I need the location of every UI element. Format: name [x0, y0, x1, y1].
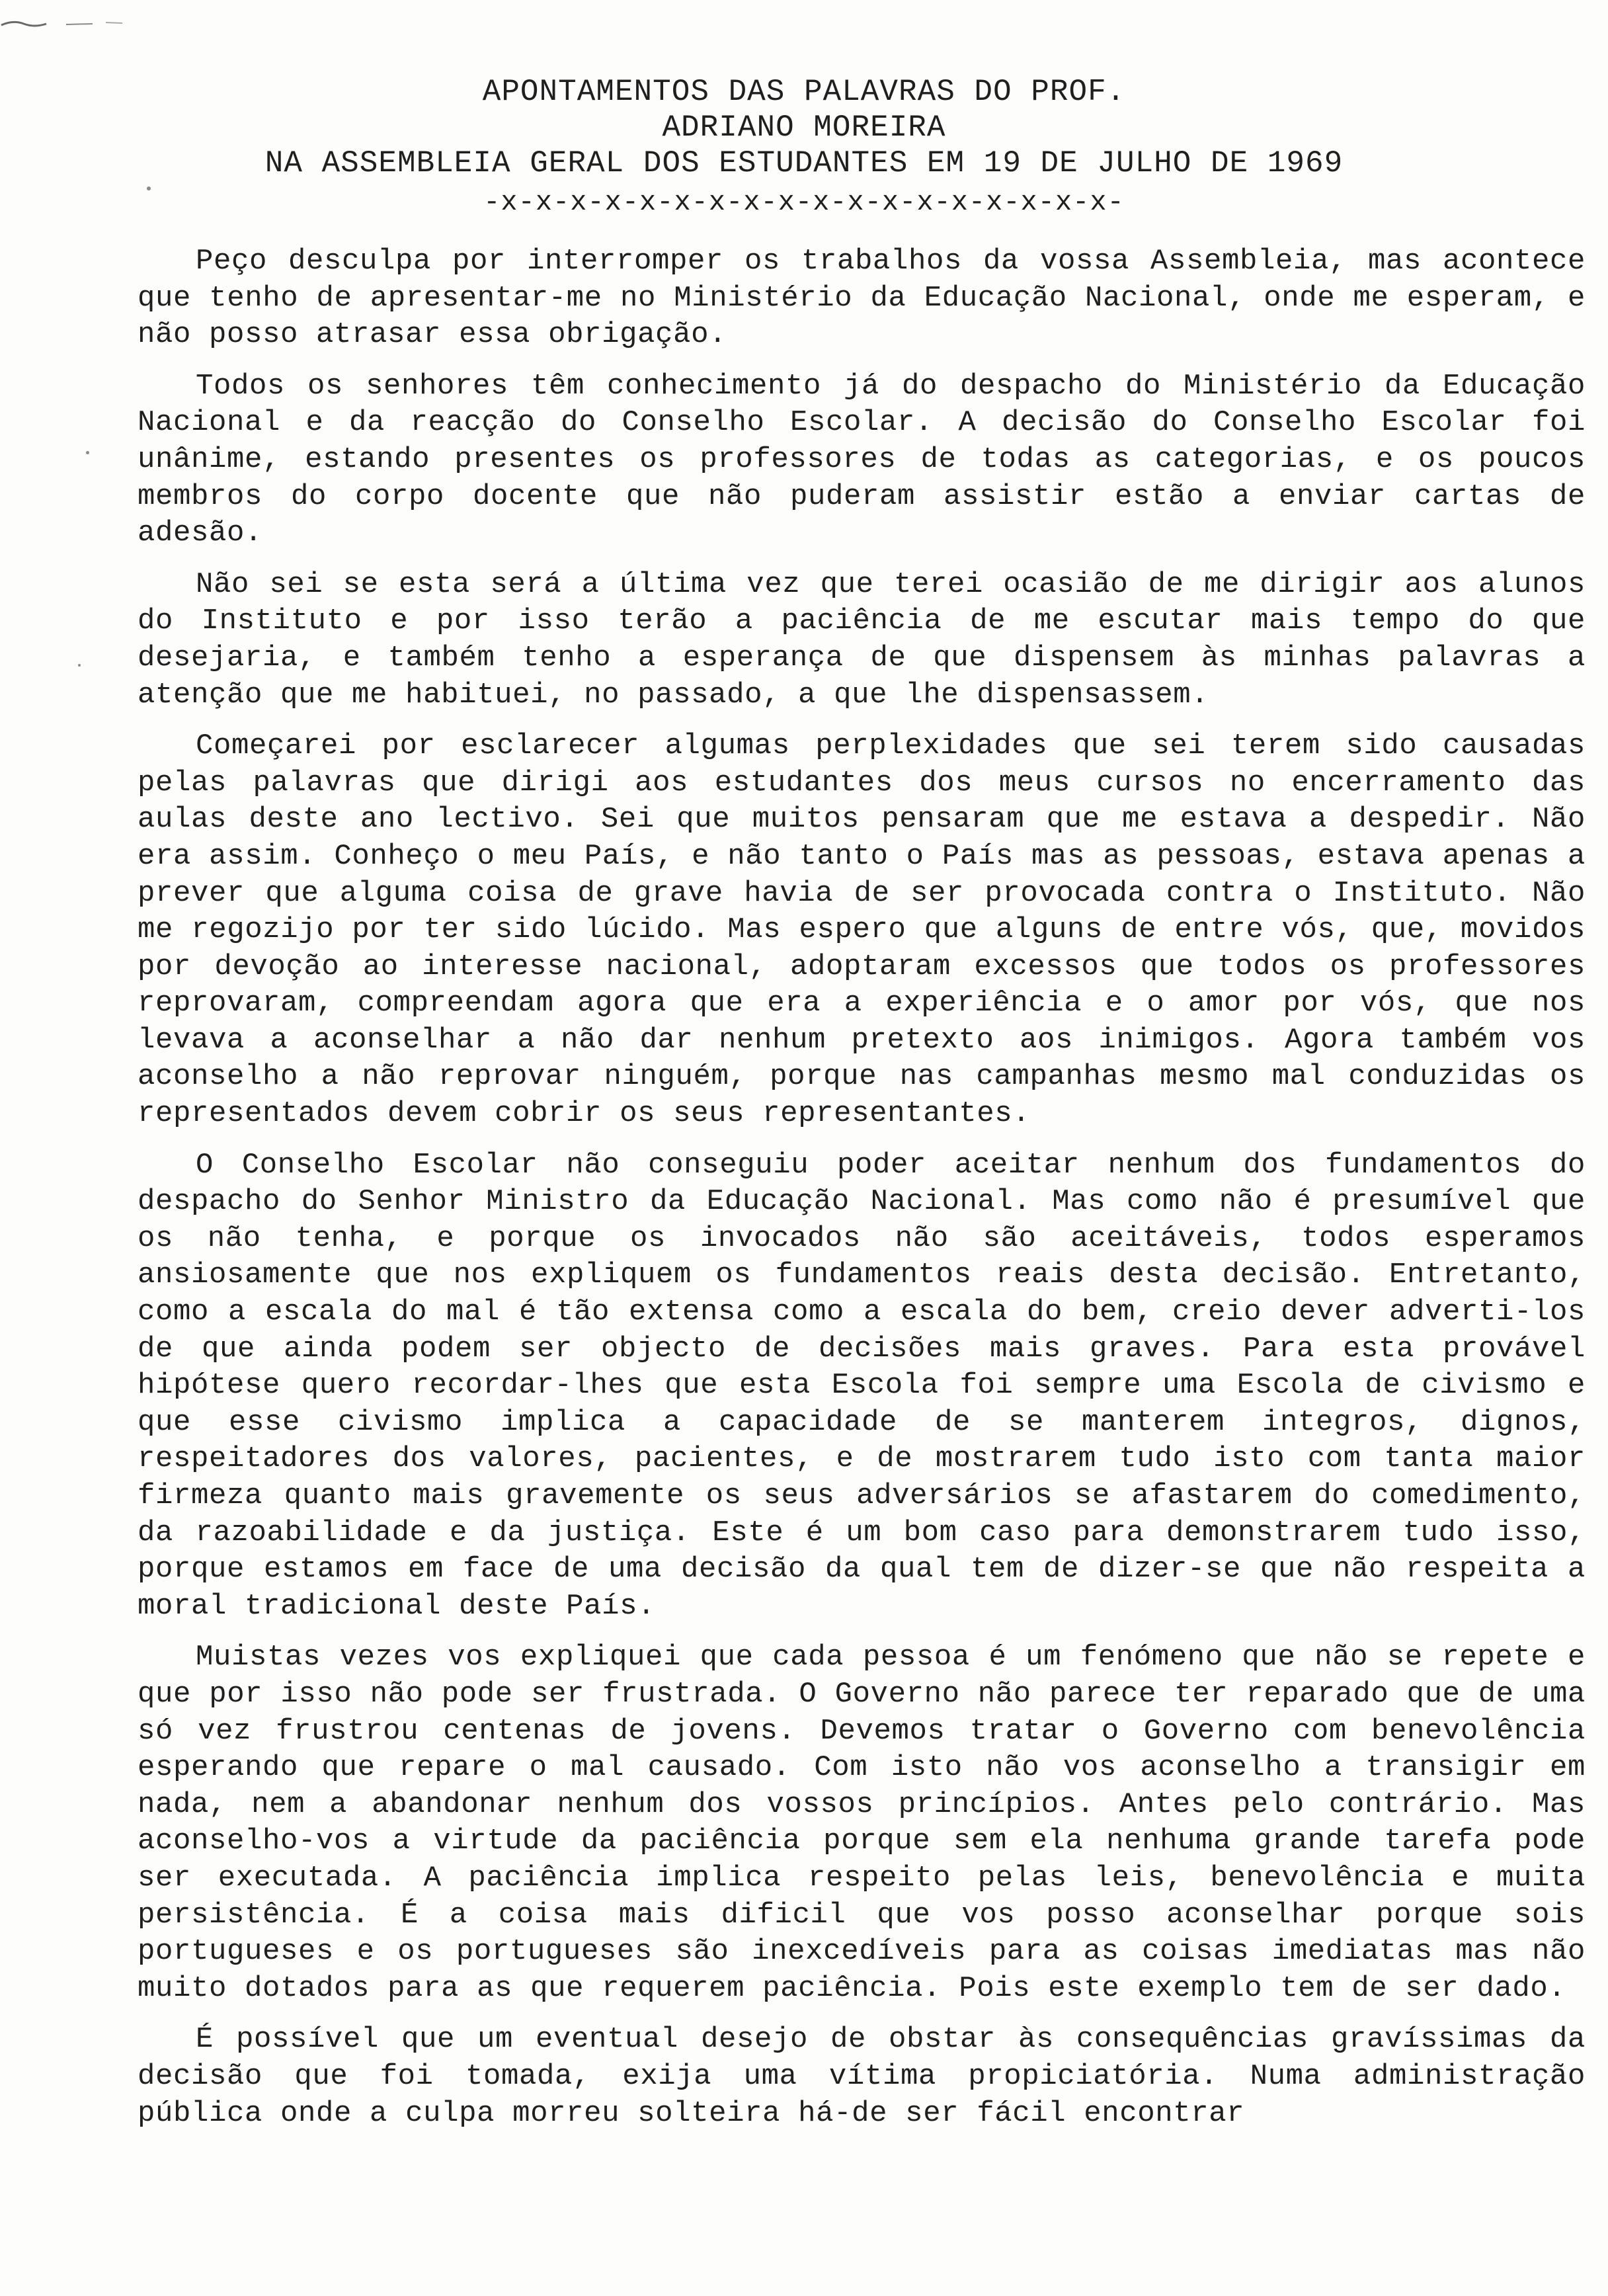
- ink-speck: [86, 451, 89, 454]
- paragraph: Muistas vezes vos expliquei que cada pessoa é um fenómeno que não se repete e que por isso não pode ser frustrada. O Governo não parece ter reparado que de uma só vez frustrou centenas de jovens. Devemos tratar o Governo com benevolência esperando que repare o mal causado. Com isto não vos aconselho a transigir em nada, nem a abandonar nenhum dos vossos princípios. Antes pelo contrário. Mas aconselho-vos a virtude da paciência porque sem ela nenhuma grande tarefa pode ser executada. A paciência implica respeito pelas leis, benevolência e muita persistência. É a coisa mais dificil que vos posso aconselhar porque sois portugueses e os portugueses são inexcedíveis para as coisas imediatas mas não muito dotados para as que requerem paciência. Pois este exemplo tem de ser dado.: [138, 1641, 1586, 2005]
- paragraph: É possível que um eventual desejo de obstar às consequências gravíssimas da decisão que foi tomada, exija uma vítima propiciatória. Numa administração pública onde a culpa morreu solteira há-de ser fácil encontrar: [138, 2023, 1586, 2130]
- paragraph: Começarei por esclarecer algumas perplexidades que sei terem sido causadas pelas palavras que dirigi aos estudantes dos meus cursos no encerramento das aulas deste ano lectivo. Sei que muitos pensaram que me estava a despedir. Não era assim. Conheço o meu País, e não tanto o País mas as pessoas, estava apenas a prever que alguma coisa de grave havia de ser provocada contra o Instituto. Não me regozijo por ter sido lúcido. Mas espero que alguns de entre vós, que, movidos por devoção ao interesse nacional, adoptaram excessos que todos os professores reprovaram, compreendam agora que era a experiência e o amor por vós, que nos levava a aconselhar a não dar nenhum pretexto aos inimigos. Agora também vos aconselho a não reprovar ninguém, porque nas campanhas mesmo mal conduzidas os representados devem cobrir os seus representantes.: [138, 729, 1586, 1131]
- ink-speck: [78, 664, 81, 667]
- heading-separator: -x-x-x-x-x-x-x-x-x-x-x-x-x-x-x-x-x-x-: [483, 186, 1125, 218]
- heading-line-1: APONTAMENTOS DAS PALAVRAS DO PROF.: [482, 75, 1126, 109]
- document-body: [138, 243, 1586, 2132]
- heading-line-3: NA ASSEMBLEIA GERAL DOS ESTUDANTES EM 19 DE JULHO DE 1969: [264, 146, 1344, 181]
- heading-line-2: ADRIANO MOREIRA: [662, 110, 946, 145]
- paragraph: O Conselho Escolar não conseguiu poder aceitar nenhum dos fundamentos do despacho do Senhor Ministro da Educação Nacional. Mas como não é presumível que os não tenha, e porque os invocados não são aceitáveis, todos esperamos ansiosamente que nos expliquem os fundamentos reais desta decisão. Entretanto, como a escala do mal é tão extensa como a escala do bem, creio dever adverti-los de que ainda podem ser objecto de decisões mais graves. Para esta provável hipótese quero recordar-lhes que esta Escola foi sempre uma Escola de civismo e que esse civismo implica a capacidade de se manterem integros, dignos, respeitadores dos valores, pacientes, e de mostrarem tudo isto com tanta maior firmeza quanto mais gravemente os seus adversários se afastarem do comedimento, da razoabilidade e da justiça. Este é um bom caso para demonstrarem tudo isso, porque estamos em face de uma decisão da qual tem de dizer-se que não respeita a moral tradicional deste País.: [138, 1148, 1586, 1623]
- document-heading: [0, 74, 1608, 221]
- paragraph: Peço desculpa por interromper os trabalhos da vossa Assembleia, mas acontece que tenho de apresentar-me no Ministério da Educação Nacional, onde me esperam, e não posso atrasar essa obrigação.: [138, 245, 1586, 352]
- paragraph: Todos os senhores têm conhecimento já do despacho do Ministério da Educação Nacional e da reacção do Conselho Escolar. A decisão do Conselho Escolar foi unânime, estando presentes os professores de todas as categorias, e os poucos membros do corpo docente que não puderam assistir estão a enviar cartas de adesão.: [138, 369, 1586, 550]
- corner-smudge: [0, 16, 132, 32]
- paragraph: Não sei se esta será a última vez que terei ocasião de me dirigir aos alunos do Instituto e por isso terão a paciência de me escutar mais tempo do que desejaria, e também tenho a esperança de que dispensem às minhas palavras a atenção que me habituei, no passado, a que lhe dispensassem.: [138, 567, 1586, 712]
